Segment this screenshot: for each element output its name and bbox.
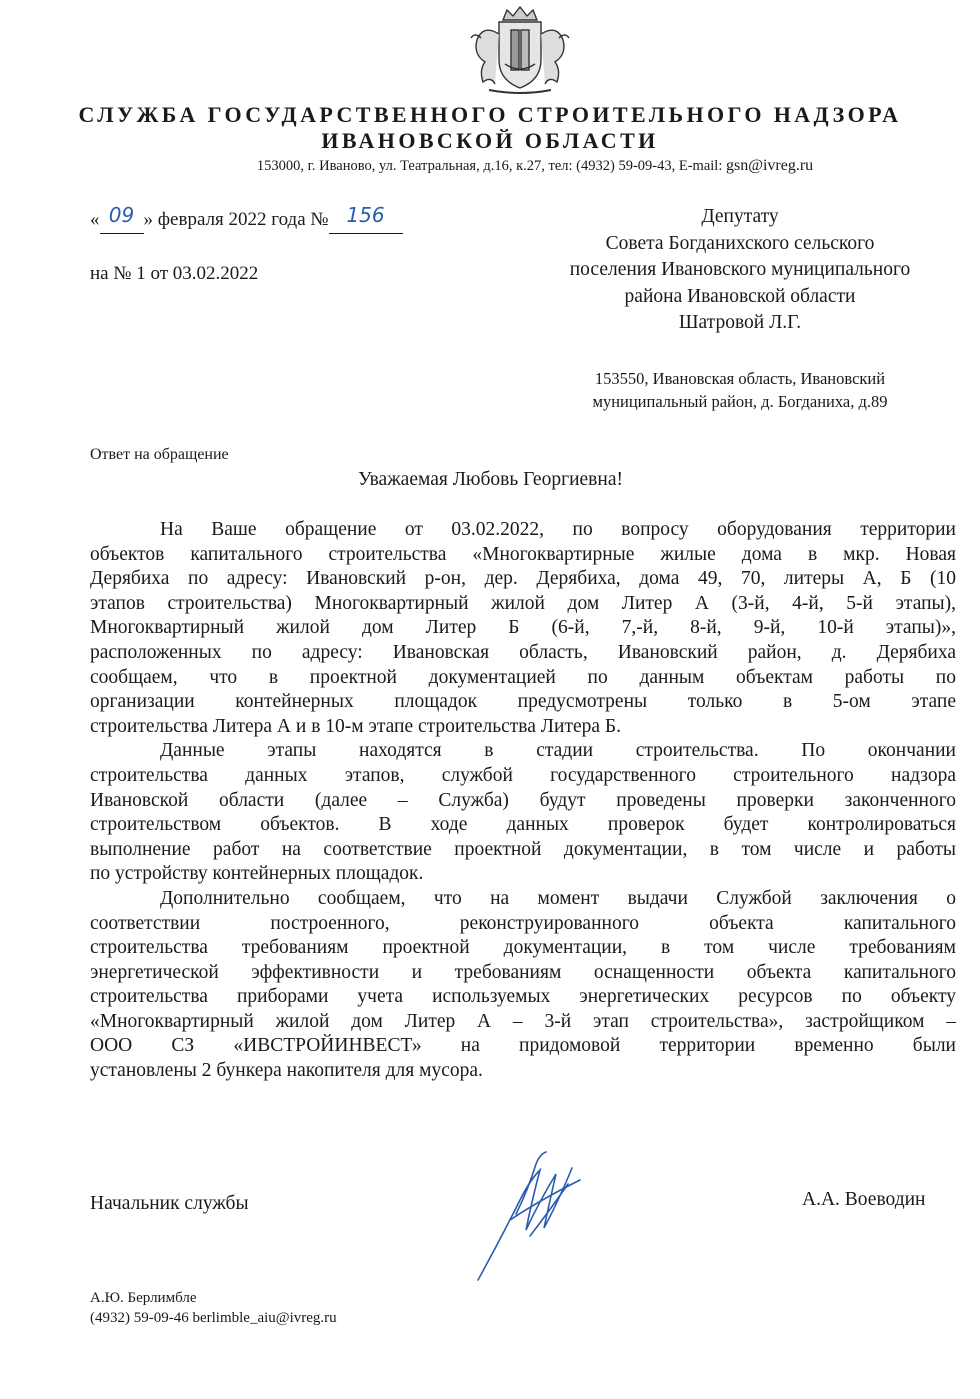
body-line: строительства приборами учета используемых энергетических ресурсов по объекту bbox=[90, 986, 956, 1008]
body-paragraph-1 bbox=[90, 518, 956, 739]
signatory-title: Начальник службы bbox=[90, 1193, 249, 1214]
body-line: строительства данных этапов, службой государственного строительного надзора bbox=[90, 764, 956, 786]
date-day-handwritten: 09 bbox=[108, 203, 135, 227]
org-title-line2: ИВАНОВСКОЙ ОБЛАСТИ bbox=[321, 128, 659, 153]
handwritten-signature-icon bbox=[470, 1140, 590, 1290]
salutation: Уважаемая Любовь Георгиевна! bbox=[358, 469, 623, 490]
recipient-block bbox=[520, 204, 960, 337]
body-line: Данные этапы находятся в стадии строительства. По окончании bbox=[160, 740, 956, 762]
body-line: ООО СЗ «ИВСТРОЙИНВЕСТ» на придомовой территории временно были bbox=[90, 1035, 956, 1057]
body-line: строительства требованиям проектной документации, в том числе требованиям bbox=[90, 937, 956, 959]
body-line: расположенных по адресу: Ивановская область, Ивановский район, д. Дерябиха bbox=[90, 641, 956, 663]
reference-line: на № 1 от 03.02.2022 bbox=[90, 263, 259, 284]
org-email: gsn@ivreg.ru bbox=[725, 157, 814, 174]
address-line: муниципальный район, д. Богданиха, д.89 bbox=[592, 392, 888, 411]
date-day-field bbox=[100, 205, 144, 234]
executor-block bbox=[90, 1288, 337, 1328]
letter-number-field bbox=[329, 205, 403, 234]
body-line: На Ваше обращение от 03.02.2022, по вопросу оборудования территории bbox=[160, 519, 956, 540]
address-line: 153550, Ивановская область, Ивановский bbox=[594, 369, 886, 388]
recipient-line: района Ивановской области bbox=[624, 285, 856, 307]
signatory-name: А.А. Воеводин bbox=[802, 1189, 926, 1210]
org-title-line1: СЛУЖБА ГОСУДАРСТВЕННОГО СТРОИТЕЛЬНОГО НАДЗОРА bbox=[78, 102, 902, 127]
org-contacts-text: 153000, г. Иваново, ул. Театральная, д.16, к.27, тел: (4932) 59-09-43, E-mail: bbox=[256, 158, 723, 174]
letter-number-handwritten: 156 bbox=[346, 203, 385, 227]
body-line: сообщаем, что в проектной документацией по данным объектам работы по bbox=[90, 666, 956, 688]
org-contacts bbox=[0, 156, 980, 176]
letter-date bbox=[90, 205, 403, 234]
date-rest: » февраля 2022 года № bbox=[143, 209, 329, 230]
body-line: строительства Литера А и в 10-м этапе строительства Литера Б. bbox=[90, 715, 621, 737]
coat-of-arms-icon bbox=[455, 4, 585, 94]
body-line: Дерябиха по адресу: Ивановский р-он, дер. Дерябиха, дома 49, 70, литеры А, Б (10 bbox=[90, 568, 956, 590]
body-line: этапов строительства) Многоквартирный жилой дом Литер А (3-й, 4-й, 5-й этапы), bbox=[90, 592, 956, 614]
body-line: по устройству контейнерных площадок. bbox=[90, 863, 424, 885]
recipient-line: поселения Ивановского муниципального bbox=[569, 259, 911, 280]
body-line: выполнение работ на соответствие проектной документации, в том числе и работы bbox=[90, 838, 956, 860]
recipient-line: Депутату bbox=[701, 206, 779, 227]
recipient-line: Совета Богданихского сельского bbox=[605, 232, 875, 254]
executor-contact: (4932) 59-09-46 berlimble_aiu@ivreg.ru bbox=[90, 1310, 337, 1326]
body-line: соответствии построенного, реконструированного объекта капитального bbox=[90, 912, 956, 934]
body-line: установлены 2 бункера накопителя для мусора. bbox=[90, 1060, 483, 1082]
subject-line: Ответ на обращение bbox=[90, 446, 229, 463]
recipient-address bbox=[540, 367, 940, 413]
body-line: строительством объектов. В ходе данных проверок будет контролироваться bbox=[90, 814, 956, 836]
body-paragraph-2 bbox=[90, 739, 956, 887]
body-line: организации контейнерных площадок предусмотрены только в 5-ом этапе bbox=[90, 691, 956, 713]
body-line: Ивановской области (далее – Служба) будут проведены проверки законченного bbox=[90, 789, 956, 811]
recipient-line: Шатровой Л.Г. bbox=[678, 312, 802, 333]
body-line: «Многоквартирный жилой дом Литер А – 3-й этап строительства», застройщиком – bbox=[90, 1010, 956, 1032]
body-line: энергетической эффективности и требованиям оснащенности объекта капитального bbox=[90, 961, 956, 983]
date-open-quote: « bbox=[90, 209, 100, 230]
letter-body bbox=[90, 518, 956, 1084]
body-line: Дополнительно сообщаем, что на момент выдачи Службой заключения о bbox=[160, 887, 956, 909]
body-line: Многоквартирный жилой дом Литер Б (6-й, 7,-й, 8-й, 9-й, 10-й этапы)», bbox=[90, 617, 956, 639]
body-line: объектов капитального строительства «Многоквартирные жилые дома в мкр. Новая bbox=[90, 543, 956, 565]
body-paragraph-3 bbox=[90, 887, 956, 1084]
executor-name: А.Ю. Берлимбле bbox=[90, 1290, 197, 1306]
